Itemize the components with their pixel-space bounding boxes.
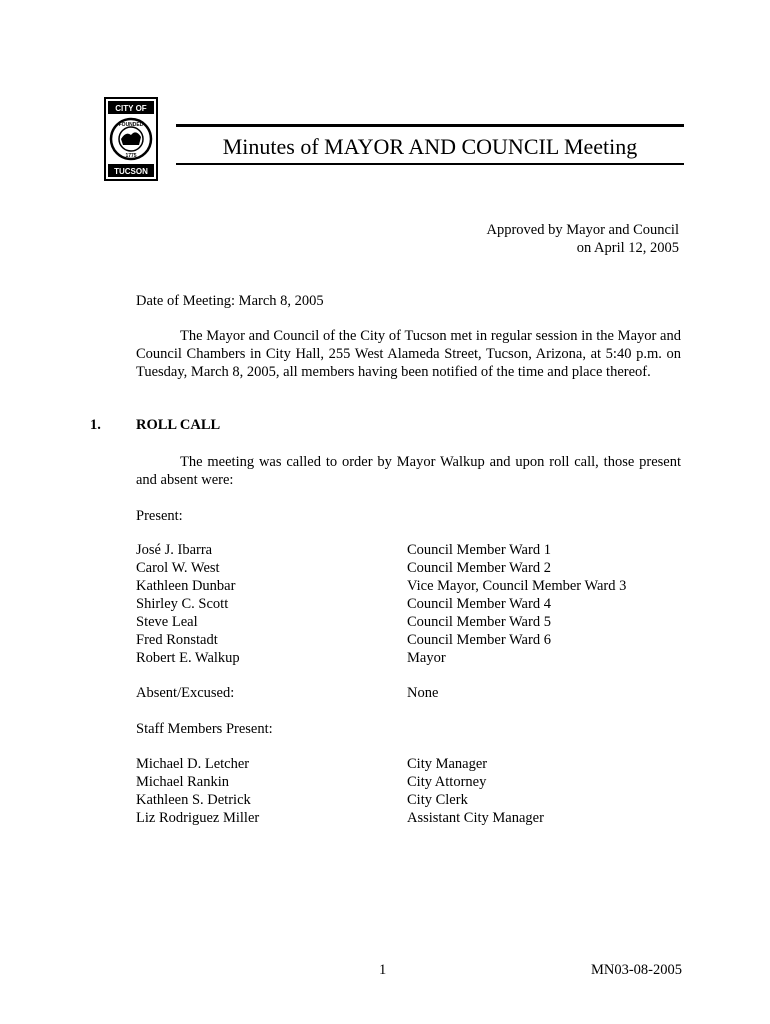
roll-call-paragraph: The meeting was called to order by Mayor Walkup and upon roll call, those present and absent were: xyxy=(136,454,681,488)
intro-paragraph: The Mayor and Council of the City of Tucson met in regular session in the Mayor and Council Chambers in City Hall, 255 West Alameda Street, Tucson, Arizona, at 5:40 p.m. on Tuesday, March 8, 2005, all members having been notified of the time and place thereof. xyxy=(136,328,681,380)
absent-label: Absent/Excused: xyxy=(136,685,235,701)
seal-top-text: CITY OF xyxy=(115,104,147,113)
section-number: 1. xyxy=(90,417,101,433)
present-name: Robert E. Walkup xyxy=(136,650,240,666)
staff-name: Liz Rodriguez Miller xyxy=(136,810,260,826)
page-title: Minutes of MAYOR AND COUNCIL Meeting xyxy=(222,134,638,159)
present-roles xyxy=(407,541,626,667)
document-code: MN03-08-2005 xyxy=(590,962,682,978)
title-bottom-rule xyxy=(176,163,684,165)
present-role: Council Member Ward 2 xyxy=(407,560,551,576)
present-role: Vice Mayor, Council Member Ward 3 xyxy=(407,578,627,594)
page-number: 1 xyxy=(379,962,387,978)
present-name: José J. Ibarra xyxy=(136,542,213,558)
present-names xyxy=(136,541,240,667)
section-heading: ROLL CALL xyxy=(136,417,221,433)
approval-line-2: on April 12, 2005 xyxy=(576,240,679,256)
present-name: Steve Leal xyxy=(136,614,198,630)
present-role: Council Member Ward 1 xyxy=(407,542,551,558)
staff-roles xyxy=(407,755,544,827)
present-role: Mayor xyxy=(407,650,446,666)
present-name: Carol W. West xyxy=(136,560,220,576)
present-name: Fred Ronstadt xyxy=(136,632,218,648)
absent-value: None xyxy=(407,685,439,701)
seal-ring-text: FOUNDED xyxy=(118,122,144,128)
staff-name: Michael D. Letcher xyxy=(136,756,250,772)
staff-names xyxy=(136,755,259,827)
present-label: Present: xyxy=(136,508,183,524)
city-seal-logo xyxy=(104,97,158,181)
staff-role: City Manager xyxy=(407,756,488,772)
present-role: Council Member Ward 4 xyxy=(407,596,551,612)
approval-note xyxy=(487,221,680,257)
present-name: Shirley C. Scott xyxy=(136,596,229,612)
city-seal-graphic xyxy=(106,99,156,179)
approval-line-1: Approved by Mayor and Council xyxy=(486,222,679,238)
staff-name: Kathleen S. Detrick xyxy=(136,792,251,808)
staff-name: Michael Rankin xyxy=(136,774,230,790)
seal-bottom-text: TUCSON xyxy=(114,167,148,176)
present-name: Kathleen Dunbar xyxy=(136,578,236,594)
staff-label: Staff Members Present: xyxy=(136,721,273,737)
staff-role: City Attorney xyxy=(407,774,487,790)
present-role: Council Member Ward 5 xyxy=(407,614,551,630)
present-role: Council Member Ward 6 xyxy=(407,632,551,648)
staff-role: Assistant City Manager xyxy=(407,810,544,826)
seal-year-text: 1775 xyxy=(125,153,137,159)
meeting-date: Date of Meeting: March 8, 2005 xyxy=(136,293,324,309)
title-top-rule xyxy=(176,124,684,127)
staff-role: City Clerk xyxy=(407,792,468,808)
